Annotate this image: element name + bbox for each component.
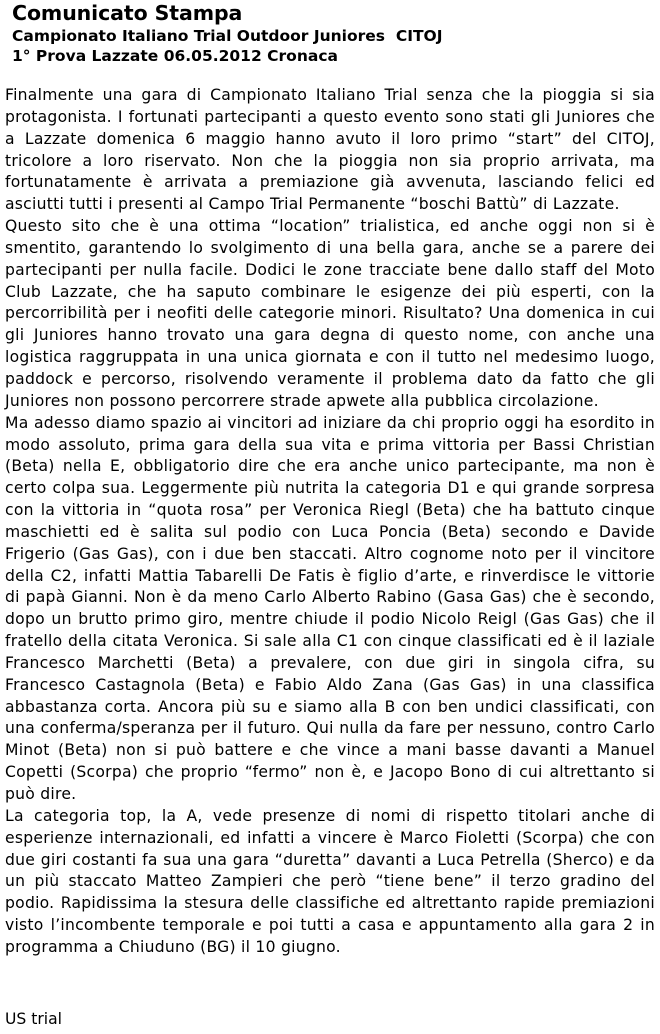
paragraph-location: Questo sito che è una ottima “location” trialistica, ed anche oggi non si è smentito, garantendo lo svolgimento di una bella gara, anche se a parere dei partecipanti per nulla facile. Dodici le zone tracciate bene dallo staff del Moto Club Lazzate, che ha saputo combinare le esigenze dei più esperti, con la percorribilità per i neofiti delle categorie minori. Risultato? Una domenica in cui gli Juniores hanno trovato una gara degna di questo nome, con anche una logistica raggruppata in una unica giornata e con il tutto nel medesimo luogo, paddock e percorso, risolvendo veramente il problema dato da fatto che gli Juniores non possono percorrere strade apwete alla pubblica circolazione. <box>5 217 655 410</box>
document-subtitle-championship: Campionato Italiano Trial Outdoor Juniores CITOJ <box>12 27 443 45</box>
paragraph-top-category: La categoria top, la A, vede presenze di nomi di rispetto titolari anche di esperienze internazionali, ed infatti a vincere è Marco Fioletti (Scorpa) che con due giri costanti fa sua una gara “duretta” davanti a Luca Petrella (Sherco) e da un più staccato Matteo Zampieri che però “tiene bene” il terzo gradino del podio. Rapidissima la stesura delle classifiche ed altrettanto rapide premiazioni visto l’incombente temporale e poi tutti a casa e appuntamento alla gara 2 in programma a Chiuduno (BG) il 10 giugno. <box>5 806 655 956</box>
article-body <box>5 85 655 959</box>
document-header <box>12 0 442 66</box>
document-subtitle-event: 1° Prova Lazzate 06.05.2012 Cronaca <box>12 47 338 65</box>
paragraph-winners: Ma adesso diamo spazio ai vincitori ad iniziare da chi proprio oggi ha esordito in modo assoluto, prima gara della sua vita e prima vittoria per Bassi Christian (Beta) nella E, obbligatorio dire che era anche unico partecipante, ma non è certo colpa sua. Leggermente più nutrita la categoria D1 e qui grande sorpresa con la vittoria in “quota rosa” per Veronica Riegl (Beta) che ha battuto cinque maschietti ed è salita sul podio con Luca Poncia (Beta) secondo e Davide Frigerio (Gas Gas), con i due ben staccati. Altro cognome noto per il vincitore della C2, infatti Mattia Tabarelli De Fatis è figlio d’arte, e rinverdisce le vittorie di papà Gianni. Non è da meno Carlo Alberto Rabino (Gasa Gas) che è secondo, dopo un brutto primo giro, mentre chiude il podio Nicolo Reigl (Gas Gas) che il fratello della citata Veronica. Si sale alla C1 con cinque classificati ed è il laziale Francesco Marchetti (Beta) a prevalere, con due giri in singola cifra, su Francesco Castagnola (Beta) e Fabio Aldo Zana (Gas Gas) in una classifica abbastanza corta. Ancora più su e siamo alla B con ben undici classificati, con una conferma/speranza per il futuro. Qui nulla da fare per nessuno, contro Carlo Minot (Beta) non si può battere e che vince a mani basse davanti a Manuel Copetti (Scorpa) che proprio “fermo” non è, e Jacopo Bono di cui altrettanto si può dire. <box>5 413 655 803</box>
signature: US trial <box>5 1010 63 1028</box>
paragraph-intro: Finalmente una gara di Campionato Italiano Trial senza che la pioggia si sia protagonista. I fortunati partecipanti a questo evento sono stati gli Juniores che a Lazzate domenica 6 maggio hanno avuto il loro primo “start” del CITOJ, tricolore a loro riservato. Non che la pioggia non sia proprio arrivata, ma fortunatamente è arrivata a premiazione già avvenuta, lasciando felici ed asciutti tutti i presenti al Campo Trial Permanente “boschi Battù” di Lazzate. <box>5 86 655 214</box>
document-title: Comunicato Stampa <box>12 1 243 25</box>
